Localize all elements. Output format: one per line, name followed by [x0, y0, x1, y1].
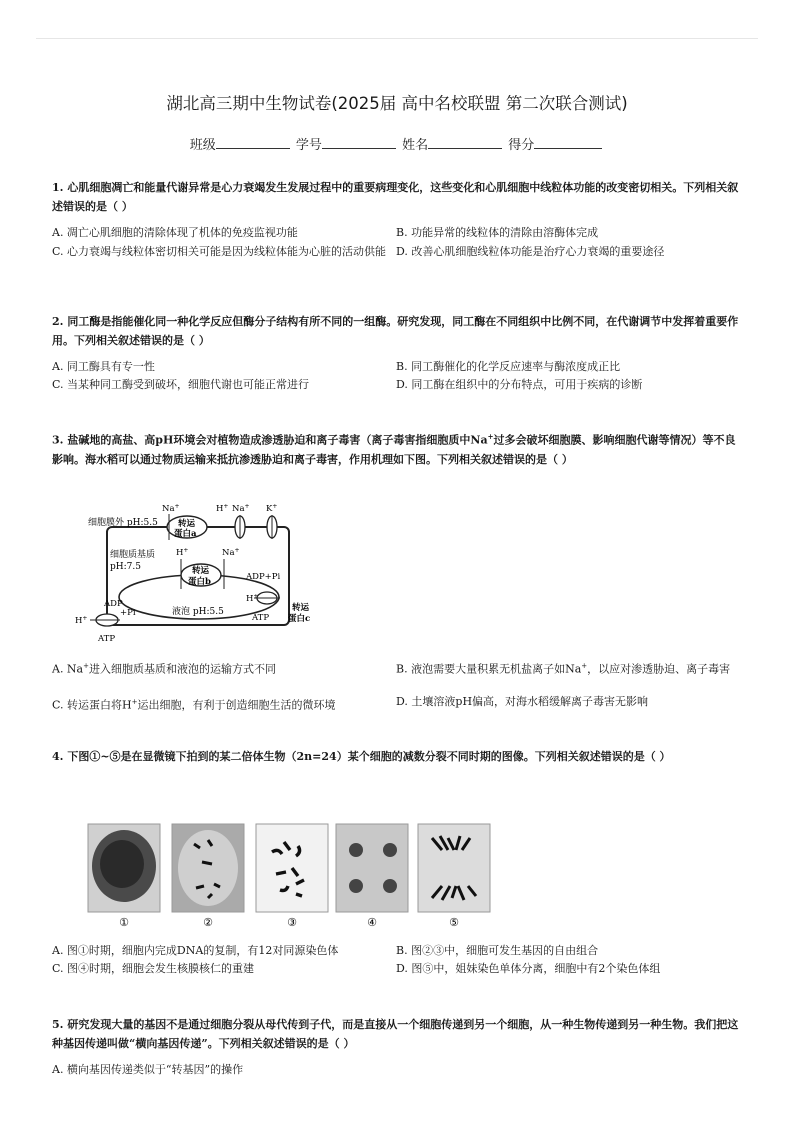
transporter-c-label-1: 转运 — [292, 603, 310, 613]
question-3-options — [52, 657, 742, 717]
question-3-stem: 3. 盐碱地的高盐、高pH环境会对植物造成渗透胁迫和离子毒害（离子毒害指细胞质中Na+过多会破坏细胞膜、影响细胞代谢等情况）等不良影响。海水稻可以通过物质运输来抵抗渗透胁迫和离子毒害，作用机理如下图。下列相关叙述错误的是（ ） — [52, 432, 736, 466]
k-label: K+ — [266, 503, 278, 514]
question-1-stem: 1. 心肌细胞凋亡和能量代谢异常是心力衰竭发生发展过程中的重要病理变化，这些变化和心肌细胞中线粒体功能的改变密切相关。下列相关叙述错误的是（ ） — [52, 181, 739, 213]
micrograph-4-nucleus-3 — [349, 879, 363, 893]
score-blank[interactable] — [534, 136, 602, 149]
transporter-c-label-2: 蛋白c — [288, 614, 311, 624]
option-1b[interactable]: B. 功能异常的线粒体的清除由溶酶体完成 — [396, 226, 599, 239]
adp-pi-label: ADP+Pi — [246, 572, 281, 582]
micrograph-label-3: ③ — [287, 916, 297, 929]
outside-label: 细胞膜外 pH:5.5 — [88, 518, 158, 528]
vacuole-label: 液泡 pH:5.5 — [172, 607, 224, 617]
micrograph-4 — [336, 824, 408, 912]
question-4-options — [52, 942, 742, 982]
atp-label-2: ATP — [98, 634, 116, 644]
micrograph-4-nucleus-1 — [349, 843, 363, 857]
transporter-a-label-2: 蛋白a — [174, 529, 197, 539]
option-3b[interactable]: B. 液泡需要大量积累无机盐离子如Na+，以应对渗透胁迫、离子毒害 — [396, 662, 731, 676]
micrograph-label-2: ② — [203, 916, 213, 929]
name-blank[interactable] — [428, 136, 502, 149]
atp-label-1: ATP — [252, 613, 270, 623]
option-2d[interactable]: D. 同工酶在组织中的分布特点，可用于疾病的诊断 — [396, 378, 643, 391]
question-3 — [52, 427, 742, 469]
question-5 — [52, 1015, 742, 1081]
student-id-label: 学号 — [295, 138, 322, 153]
na-label-3: Na+ — [222, 547, 240, 558]
option-4a[interactable]: A. 图①时期，细胞内完成DNA的复制，有12对同源染色体 — [52, 944, 339, 957]
option-2c[interactable]: C. 当某种同工酶受到破坏，细胞代谢也可能正常进行 — [52, 378, 310, 391]
cytoplasm-ph-label: pH:7.5 — [110, 562, 141, 572]
option-4b[interactable]: B. 图②③中，细胞可发生基因的自由组合 — [396, 944, 599, 957]
micrograph-label-5: ⑤ — [449, 916, 459, 929]
option-2a[interactable]: A. 同工酶具有专一性 — [52, 360, 155, 373]
score-label: 得分 — [508, 138, 535, 153]
top-divider — [36, 38, 758, 39]
na-label-2: Na+ — [232, 503, 250, 514]
transporter-b-label-1: 转运 — [192, 566, 210, 576]
question-4-stem: 4. 下图①~⑤是在显微镜下拍到的某二倍体生物（2n=24）某个细胞的减数分裂不同时期的图像。下列相关叙述错误的是（ ） — [52, 750, 671, 763]
micrograph-label-4: ④ — [367, 916, 377, 929]
student-info-line — [0, 134, 794, 153]
question-4-options-wrap — [52, 942, 742, 982]
h-label-4: H+ — [75, 615, 88, 626]
question-2 — [52, 312, 742, 398]
ion-transport-diagram — [74, 497, 334, 647]
h-label-3: H+ — [246, 593, 259, 604]
option-4d[interactable]: D. 图⑤中，姐妹染色单体分离，细胞中有2个染色体组 — [396, 962, 661, 975]
micrograph-4-nucleus-4 — [383, 879, 397, 893]
cytoplasm-label: 细胞质基质 — [110, 550, 156, 560]
micrograph-label-1: ① — [119, 916, 129, 929]
option-1c[interactable]: C. 心力衰竭与线粒体密切相关可能是因为线粒体能为心脏的活动供能 — [52, 245, 387, 258]
name-label: 姓名 — [402, 138, 429, 153]
micrograph-1-nucleus — [100, 840, 144, 888]
pi-label: +Pi — [120, 608, 136, 618]
micrograph-strip — [84, 822, 494, 932]
transporter-a-label-1: 转运 — [178, 519, 196, 529]
question-1 — [52, 178, 742, 278]
question-5-stem: 5. 研究发现大量的基因不是通过细胞分裂从母代传到子代，而是直接从一个细胞传递到另一个细胞，从一种生物传递到另一种生物。我们把这种基因传递叫做“横向基因传递”。下列相关叙述错误的是（ ） — [52, 1018, 739, 1050]
option-4c[interactable]: C. 图④时期，细胞会发生核膜核仁的重建 — [52, 962, 255, 975]
page-title: 湖北高三期中生物试卷(2025届 高中名校联盟 第二次联合测试) — [166, 94, 628, 113]
option-3a[interactable]: A. Na+进入细胞质基质和液泡的运输方式不同 — [52, 662, 276, 676]
h-label-2: H+ — [176, 547, 189, 558]
option-2b[interactable]: B. 同工酶催化的化学反应速率与酶浓度成正比 — [396, 360, 621, 373]
class-blank[interactable] — [216, 136, 290, 149]
option-1a[interactable]: A. 凋亡心肌细胞的清除体现了机体的免疫监视功能 — [52, 226, 298, 239]
option-1d[interactable]: D. 改善心肌细胞线粒体功能是治疗心力衰竭的重要途径 — [396, 245, 665, 258]
question-2-stem: 2. 同工酶是指能催化同一种化学反应但酶分子结构有所不同的一组酶。研究发现，同工酶在不同组织中比例不同，在代谢调节中发挥着重要作用。下列相关叙述错误的是（ ） — [52, 315, 739, 347]
h-label-1: H+ — [216, 503, 229, 514]
question-5-options — [52, 1061, 742, 1081]
na-label-1: Na+ — [162, 503, 180, 514]
question-1-options — [52, 224, 742, 278]
transporter-b-label-2: 蛋白b — [188, 577, 211, 587]
option-3c[interactable]: C. 转运蛋白将H+运出细胞，有利于创造细胞生活的微环境 — [52, 698, 336, 712]
micrograph-5 — [418, 824, 490, 912]
question-2-options — [52, 358, 742, 398]
question-4 — [52, 747, 742, 766]
class-label: 班级 — [189, 138, 216, 153]
adp-label: ADP — [104, 599, 123, 609]
student-id-blank[interactable] — [322, 136, 396, 149]
option-5a[interactable]: A. 横向基因传递类似于“转基因”的操作 — [52, 1063, 244, 1076]
micrograph-4-nucleus-2 — [383, 843, 397, 857]
question-3-options-wrap — [52, 657, 742, 717]
option-3d[interactable]: D. 土壤溶液pH偏高，对海水稻缓解离子毒害无影响 — [396, 695, 649, 708]
